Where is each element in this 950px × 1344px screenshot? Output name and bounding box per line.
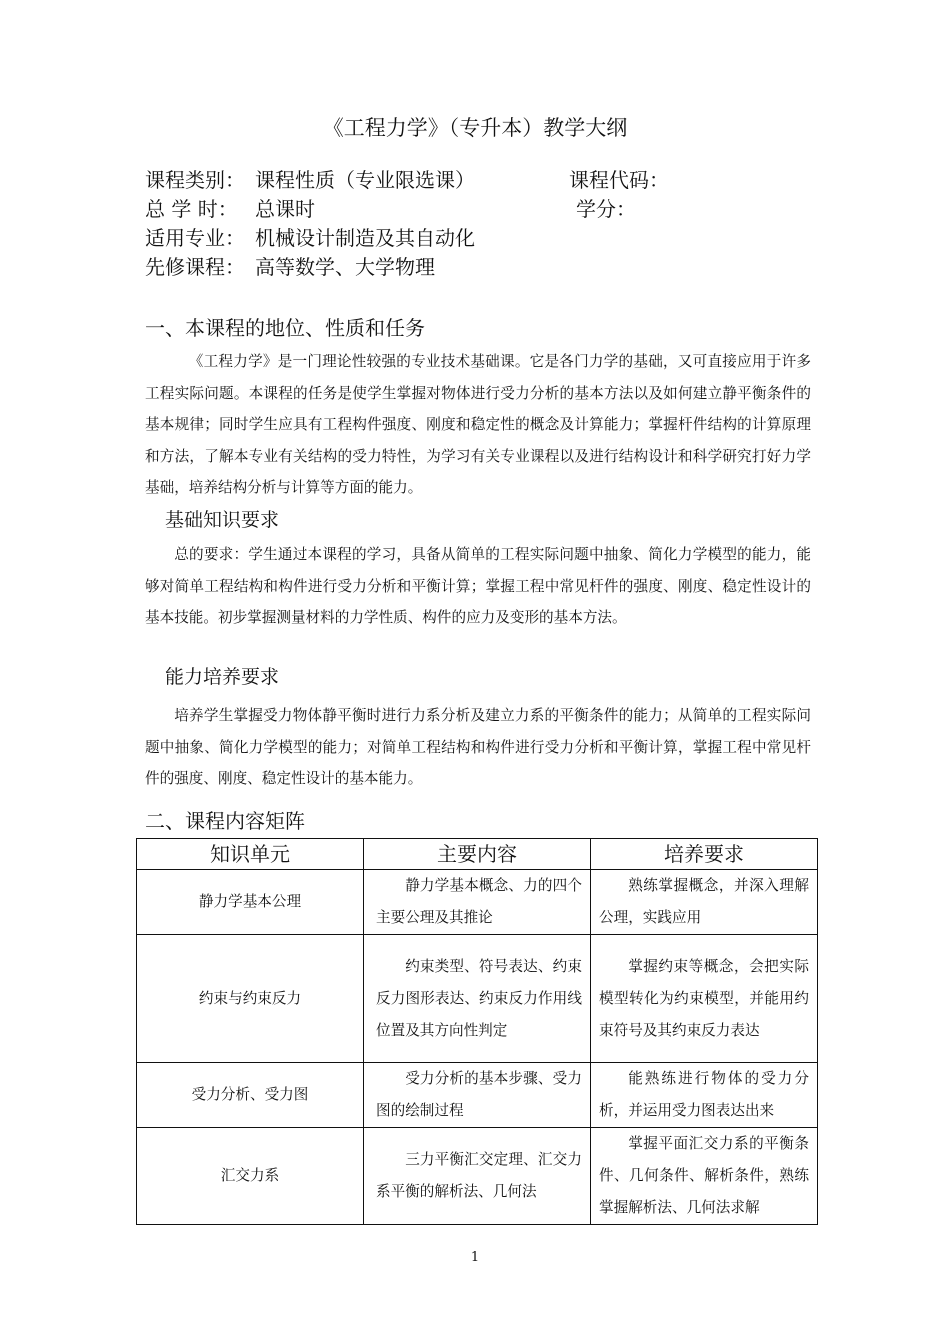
section-1-paragraph: 《工程力学》是一门理论性较强的专业技术基础课。它是各门力学的基础，又可直接应用于许多工程实际问题。本课程的任务是使学生掌握对物体进行受力分析的基本方法以及如何建立静平衡条件的基本规律；同时学生应具有工程构件强度、刚度和稳定性的概念及计算能力；掌握杆件结构的计算原理和方法，了解本专业有关结构的受力特性，为学习有关专业课程以及进行结构设计和科学研究打好力学基础，培养结构分析与计算等方面的能力。 (145, 353, 811, 496)
table-row (137, 870, 818, 935)
course-category-label: 课程类别： (145, 168, 245, 192)
course-content-matrix (136, 838, 818, 1225)
knowledge-heading: 基础知识要求 (165, 509, 280, 531)
credits-label: 学分： (576, 197, 636, 221)
main-content-cell: 静力学基本概念、力的四个主要公理及其推论 (364, 870, 591, 935)
table-row (137, 1128, 818, 1225)
course-code-label: 课程代码： (569, 168, 669, 192)
column-header-content: 主要内容 (364, 839, 591, 870)
section-2-heading: 二、课程内容矩阵 (145, 809, 305, 833)
column-header-unit: 知识单元 (137, 839, 364, 870)
column-header-requirement: 培养要求 (591, 839, 818, 870)
table-row (137, 935, 818, 1063)
course-nature: 课程性质（专业限选课） (255, 168, 475, 192)
knowledge-unit-cell: 静力学基本公理 (137, 870, 364, 935)
table-row (137, 1063, 818, 1128)
knowledge-unit-cell: 汇交力系 (137, 1128, 364, 1225)
major-value: 机械设计制造及其自动化 (255, 226, 475, 250)
knowledge-paragraph: 总的要求：学生通过本课程的学习，具备从简单的工程实际问题中抽象、简化力学模型的能力，能够对简单工程结构和构件进行受力分析和平衡计算；掌握工程中常见杆件的强度、刚度、稳定性设计的基本技能。初步掌握测量材料的力学性质、构件的应力及变形的基本方法。 (145, 546, 811, 626)
table-header-row (137, 839, 818, 870)
total-hours-value: 总课时 (255, 197, 315, 221)
page-title: 《工程力学》（专升本）教学大纲 (322, 116, 628, 140)
major-label: 适用专业： (145, 226, 245, 250)
ability-paragraph: 培养学生掌握受力物体静平衡时进行力系分析及建立力系的平衡条件的能力；从简单的工程实际问题中抽象、简化力学模型的能力；对简单工程结构和构件进行受力分析和平衡计算，掌握工程中常见杆件的强度、刚度、稳定性设计的基本能力。 (145, 707, 811, 787)
section-1-heading: 一、本课程的地位、性质和任务 (145, 316, 425, 340)
main-content-cell: 受力分析的基本步骤、受力图的绘制过程 (364, 1063, 591, 1128)
requirement-cell: 掌握平面汇交力系的平衡条件、几何条件、解析条件，熟练掌握解析法、几何法求解 (591, 1128, 818, 1225)
knowledge-unit-cell: 受力分析、受力图 (137, 1063, 364, 1128)
page-number: 1 (470, 1250, 480, 1265)
ability-heading: 能力培养要求 (165, 666, 280, 688)
requirement-cell: 能熟练进行物体的受力分析，并运用受力图表达出来 (591, 1063, 818, 1128)
main-content-cell: 约束类型、符号表达、约束反力图形表达、约束反力作用线位置及其方向性判定 (364, 935, 591, 1063)
requirement-cell: 熟练掌握概念，并深入理解公理，实践应用 (591, 870, 818, 935)
requirement-cell: 掌握约束等概念，会把实际模型转化为约束模型，并能用约束符号及其约束反力表达 (591, 935, 818, 1063)
knowledge-unit-cell: 约束与约束反力 (137, 935, 364, 1063)
prerequisite-value: 高等数学、大学物理 (255, 255, 435, 279)
total-hours-label: 总 学 时： (145, 197, 238, 221)
main-content-cell: 三力平衡汇交定理、汇交力系平衡的解析法、几何法 (364, 1128, 591, 1225)
prerequisite-label: 先修课程： (145, 255, 245, 279)
